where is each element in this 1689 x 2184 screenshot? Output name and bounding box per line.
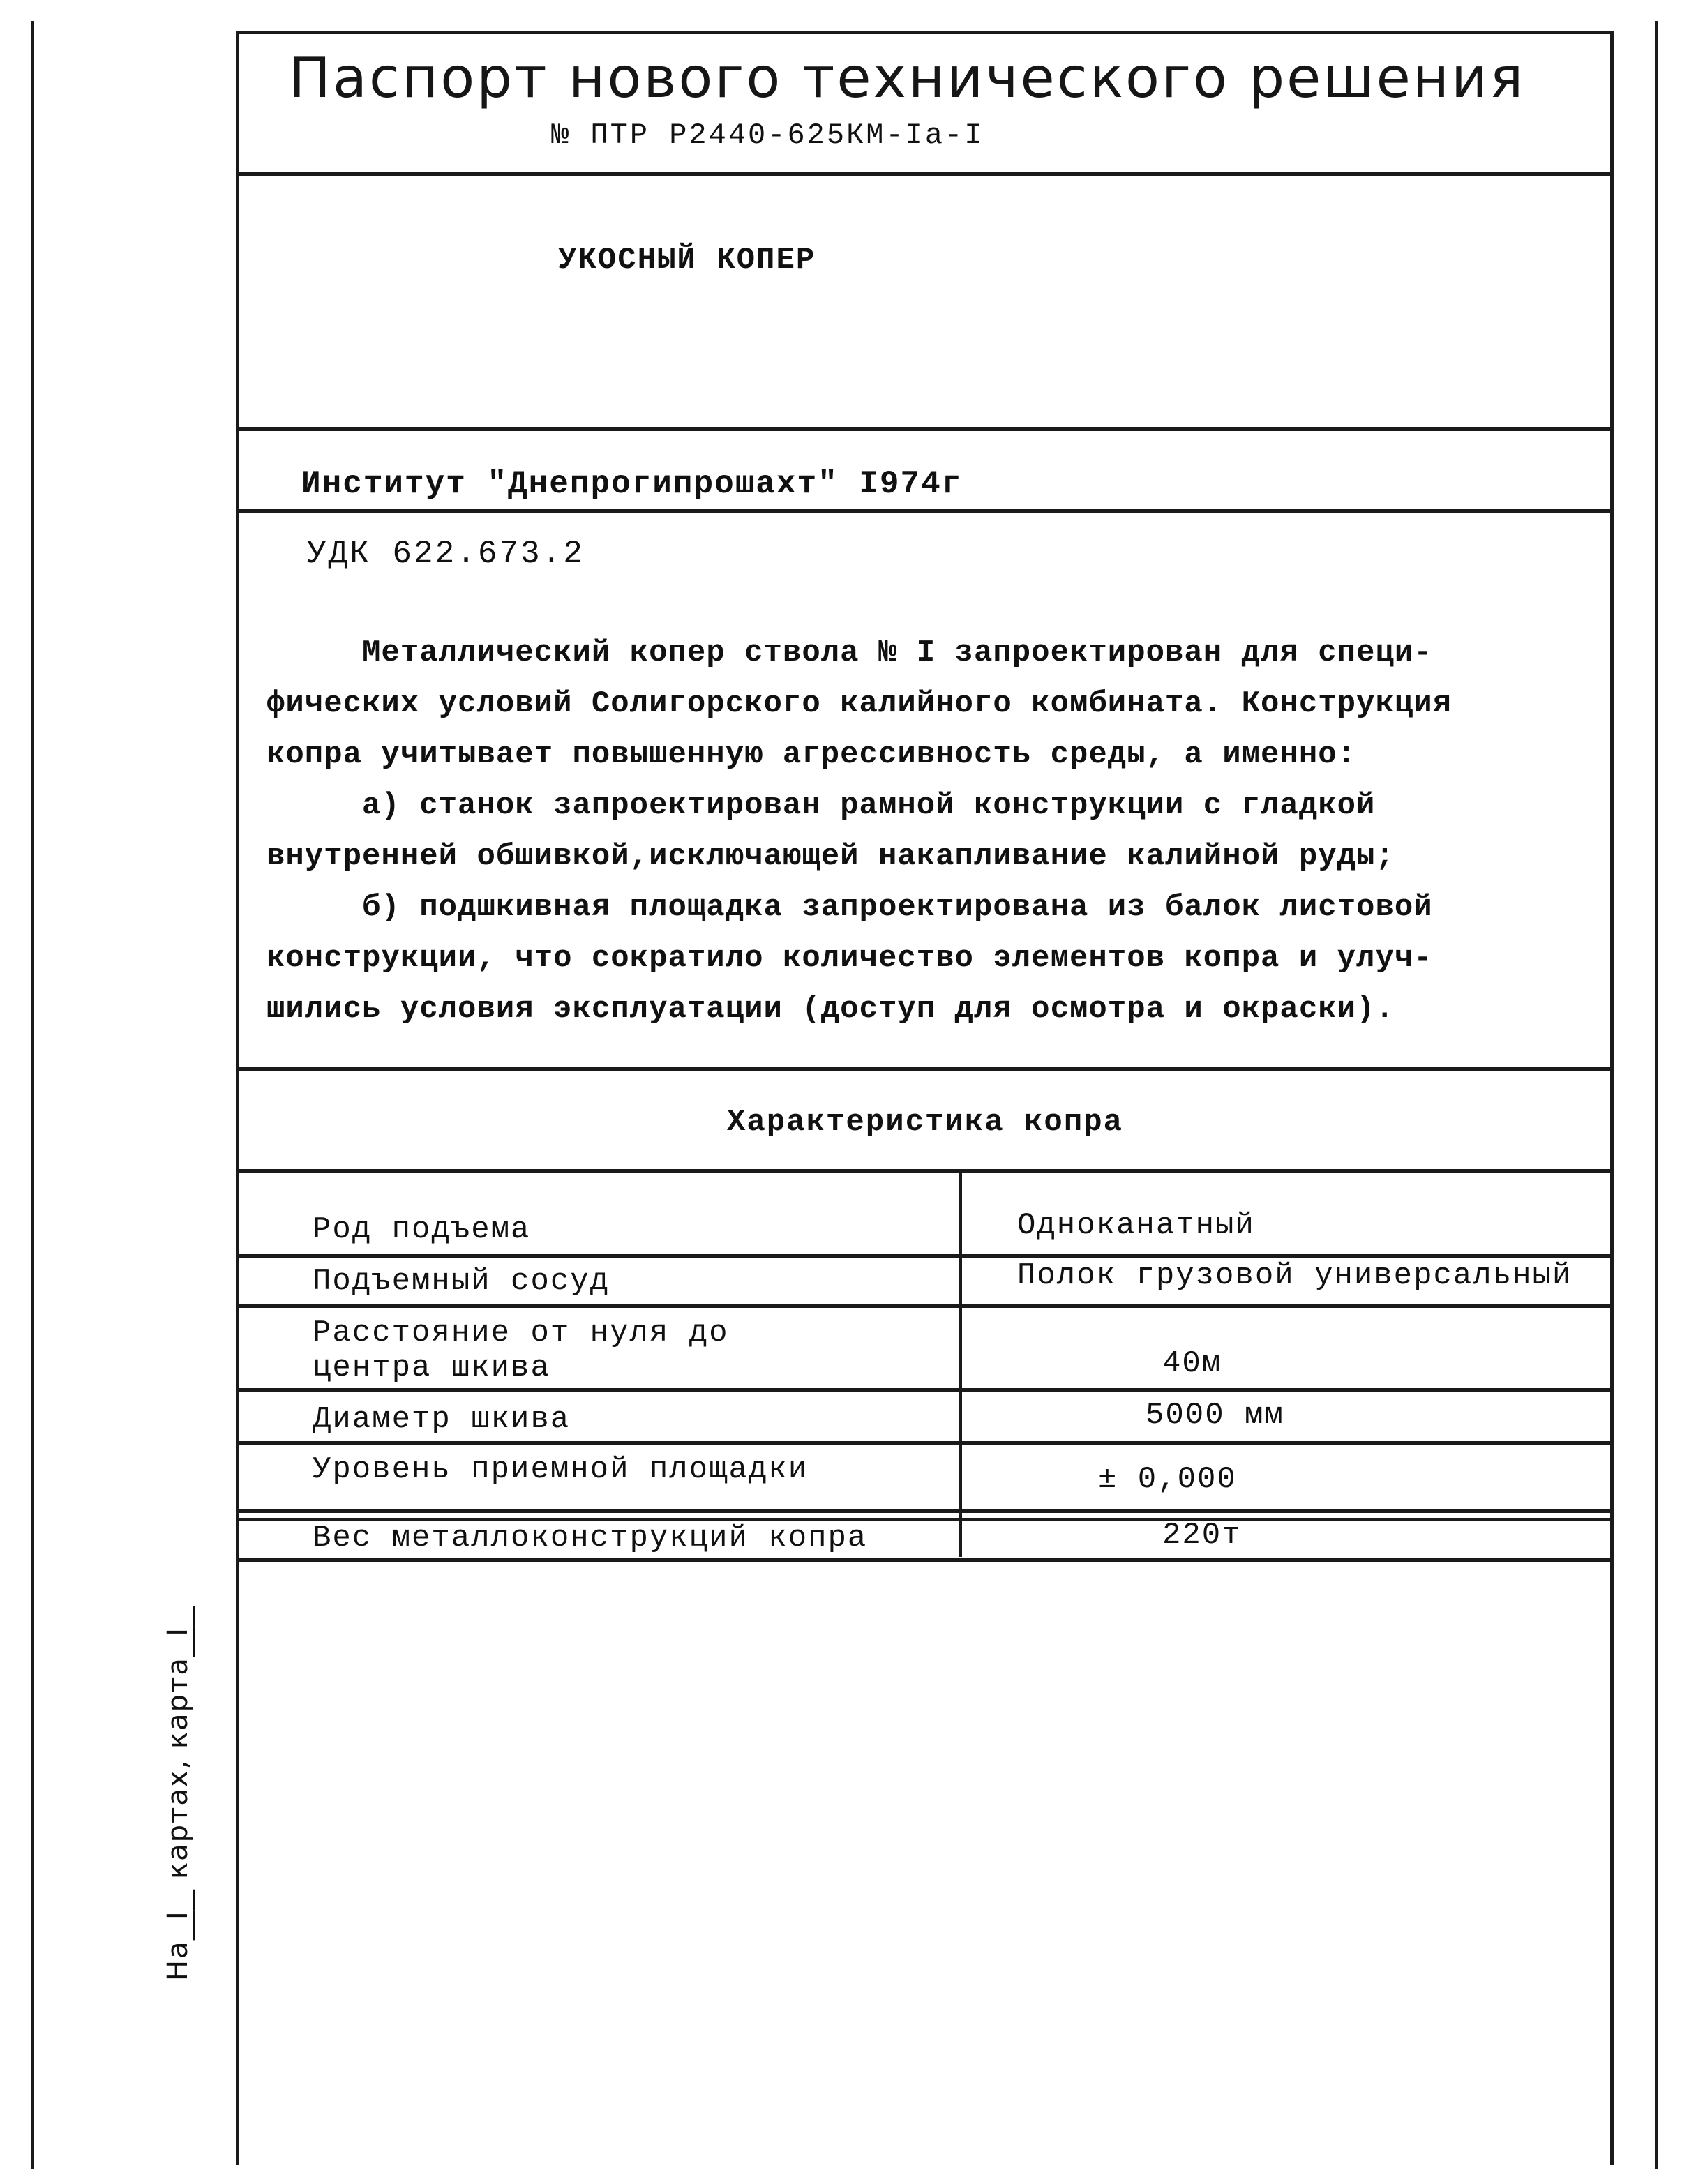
description-line: б) подшкивная площадка запроектирована из балок листовой: [267, 890, 1433, 925]
institute-line: Институт "Днепрогипрошахт" I974г: [301, 466, 963, 502]
side-note-middle: картах, карта: [162, 1657, 194, 1880]
table-cell-label: Расстояние от нуля до центра шкива: [313, 1316, 729, 1385]
frame-top-border: [236, 31, 1614, 34]
institute-divider: [236, 509, 1614, 513]
ptr-number: № ПТР Р2440-625КМ-Iа-I: [551, 119, 984, 152]
table-bottom-border: [236, 1558, 1614, 1562]
left-margin-rule: [31, 21, 34, 2169]
characteristics-title: Характеристика копра: [726, 1105, 1124, 1140]
table-cell-value: 5000 мм: [1146, 1398, 1284, 1433]
table-cell-label: Диаметр шкива: [313, 1402, 571, 1437]
table-cell-value: 220т: [1162, 1518, 1242, 1553]
table-cell-value: Одноканатный: [1017, 1208, 1255, 1243]
side-note-total-cards: I: [162, 1910, 194, 1920]
table-row-divider: [236, 1441, 1614, 1445]
description-line: копра учитывает повышенную агрессивность среды, а именно:: [267, 737, 1357, 772]
chars-title-divider: [236, 1169, 1614, 1173]
table-row-divider: [236, 1388, 1614, 1392]
description-line: а) станок запроектирован рамной конструкции с гладкой: [267, 788, 1376, 823]
subject-divider: [236, 427, 1614, 431]
description-line: внутренней обшивкой,исключающей накапливание калийной руды;: [267, 839, 1395, 874]
table-cell-label: Вес металлоконструкций копра: [313, 1521, 868, 1556]
udc-code: УДК 622.673.2: [307, 536, 585, 572]
subject-title: УКОСНЫЙ КОПЕР: [558, 243, 816, 278]
description-line: конструкции, что сократило количество элементов копра и улуч-: [267, 941, 1433, 976]
table-row-divider: [236, 1254, 1614, 1258]
table-cell-value: 40м: [1162, 1346, 1222, 1381]
description-text: [267, 628, 1592, 1035]
frame-right-border: [1610, 31, 1614, 2165]
frame-left-border: [236, 31, 239, 2165]
right-margin-rule: [1655, 21, 1658, 2169]
table-cell-value: Полок грузовой универсальный: [1017, 1258, 1572, 1293]
table-cell-label: Уровень приемной площадки: [313, 1452, 809, 1487]
table-cell-label: Род подъема: [313, 1212, 531, 1247]
sheet-count-note: [162, 1606, 194, 1981]
side-note-prefix: На: [162, 1940, 194, 1981]
description-line: Металлический копер ствола № I запроектирован для специ-: [267, 635, 1433, 670]
header-divider: [236, 172, 1614, 176]
description-line: фических условий Солигорского калийного комбината. Конструкция: [267, 686, 1452, 721]
description-divider: [236, 1067, 1614, 1071]
side-note-card-number: I: [162, 1626, 194, 1636]
table-cell-value: ± 0,000: [1098, 1462, 1237, 1497]
table-cell-label: Подъемный сосуд: [313, 1264, 610, 1299]
description-line: шились условия эксплуатации (доступ для осмотра и окраски).: [267, 992, 1395, 1027]
table-row-divider: [236, 1304, 1614, 1308]
page-title: Паспорт нового технического решения: [288, 45, 1526, 110]
table-column-divider: [959, 1173, 962, 1557]
table-row-divider: [236, 1509, 1614, 1513]
